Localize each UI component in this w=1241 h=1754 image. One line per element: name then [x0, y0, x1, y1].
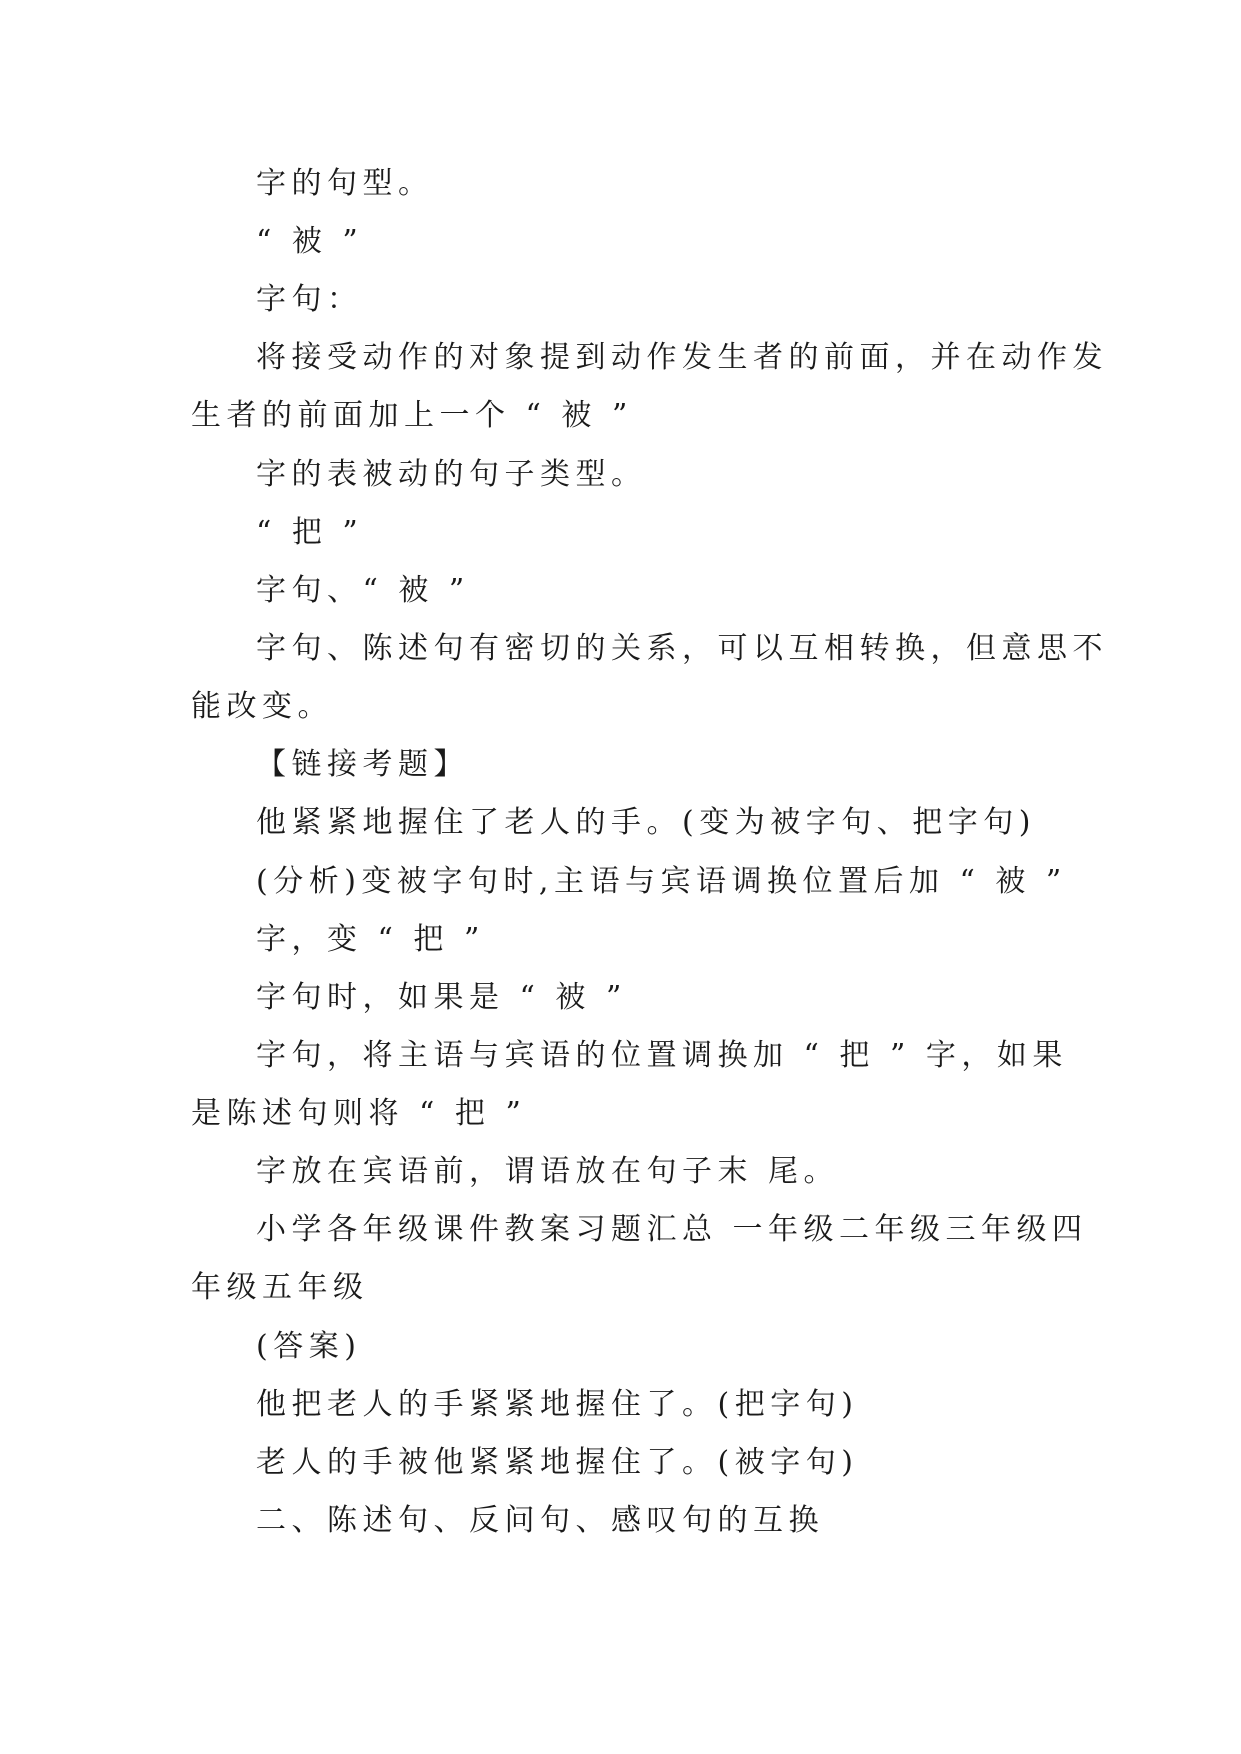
text-line-15: 字句时，如果是 “ 被 ”	[256, 980, 627, 1015]
text-line-20: 年级五年级	[191, 1270, 369, 1305]
text-line-18: 字放在宾语前，谓语放在句子末 尾。	[256, 1154, 840, 1189]
text-line-21: (答案)	[256, 1329, 362, 1364]
text-line-4: 将接受动作的对象提到动作发生者的前面，并在动作发	[256, 340, 1108, 375]
text-line-12: 他紧紧地握住了老人的手。(变为被字句、把字句)	[256, 805, 1036, 840]
text-line-8: 字句、“ 被 ”	[256, 573, 470, 608]
text-line-9: 字句、陈述句有密切的关系，可以互相转换，但意思不	[256, 631, 1108, 666]
text-line-14: 字，变 “ 把 ”	[256, 922, 485, 957]
text-line-10: 能改变。	[191, 689, 333, 724]
text-line-2: “ 被 ”	[256, 224, 364, 259]
text-line-6: 字的表被动的句子类型。	[256, 457, 647, 492]
text-line-22: 他把老人的手紧紧地握住了。(把字句)	[256, 1387, 859, 1422]
section-heading-exam-link: 【链接考题】	[256, 747, 469, 782]
section-heading-sentence-conversion: 二、陈述句、反问句、感叹句的互换	[256, 1503, 824, 1538]
text-line-19: 小学各年级课件教案习题汇总 一年级二年级三年级四	[256, 1212, 1088, 1247]
text-line-17: 是陈述句则将 “ 把 ”	[191, 1096, 527, 1131]
text-line-23: 老人的手被他紧紧地握住了。(被字句)	[256, 1445, 859, 1480]
text-line-16: 字句，将主语与宾语的位置调换加 “ 把 ” 字，如果	[256, 1038, 1068, 1073]
text-line-5: 生者的前面加上一个 “ 被 ”	[191, 398, 633, 433]
text-line-3: 字句：	[256, 282, 363, 317]
text-line-13: (分析)变被字句时,主语与宾语调换位置后加 “ 被 ”	[256, 864, 1067, 899]
text-line-1: 字的句型。	[256, 166, 434, 201]
text-line-7: “ 把 ”	[256, 515, 364, 550]
